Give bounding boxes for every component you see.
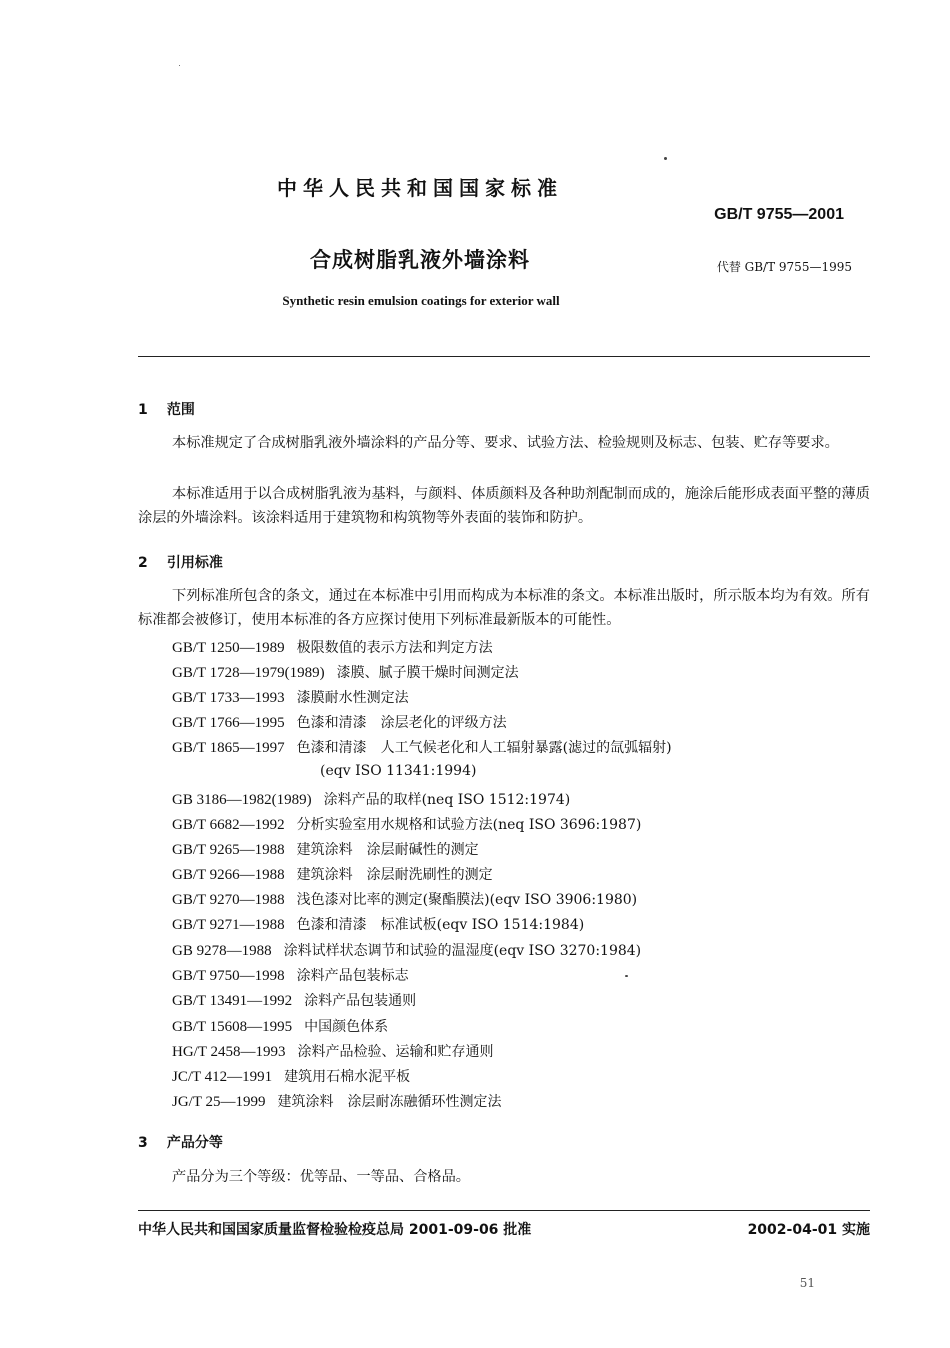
national-standard-heading: 中华人民共和国国家标准: [277, 176, 563, 200]
reference-code: GB 9278—1988: [172, 943, 272, 959]
reference-code: GB/T 15608—1995: [172, 1019, 293, 1035]
reference-item: [172, 839, 479, 859]
standard-number: GB/T 9755—2001: [714, 206, 844, 223]
reference-title: 涂料产品包装标志: [296, 968, 409, 984]
reference-item: [172, 1041, 493, 1061]
reference-code: GB/T 1766—1995: [172, 715, 285, 731]
reference-item: [172, 864, 493, 884]
reference-title: 涂料产品的取样(neq ISO 1512:1974): [323, 792, 571, 808]
reference-item: [172, 1066, 410, 1086]
implementation-date: 2002-04-01 实施: [747, 1222, 870, 1238]
reference-item: [172, 712, 507, 732]
section-1-paragraph: 本标准规定了合成树脂乳液外墙涂料的产品分等、要求、试验方法、检验规则及标志、包装、贮存等要求。: [172, 435, 839, 451]
reference-item: [172, 737, 672, 757]
reference-title: 色漆和清漆 标准试板(eqv ISO 1514:1984): [296, 917, 585, 933]
reference-item: [172, 662, 519, 682]
reference-code: GB/T 13491—1992: [172, 993, 293, 1009]
replaces-standard: 代替 GB/T 9755—1995: [716, 260, 852, 274]
reference-title: (eqv ISO 11341:1994): [320, 763, 477, 779]
section-number: 2: [138, 555, 148, 571]
reference-title: 建筑涂料 涂层耐冻融循环性测定法: [277, 1094, 502, 1110]
reference-title: 涂料产品检验、运输和贮存通则: [297, 1044, 494, 1060]
reference-title: 建筑用石棉水泥平板: [284, 1069, 411, 1085]
reference-item: [172, 889, 637, 909]
reference-title: 极限数值的表示方法和判定方法: [296, 640, 493, 656]
reference-item: [172, 940, 641, 960]
scan-speck: [179, 65, 180, 66]
section-1-paragraph: 本标准适用于以合成树脂乳液为基料，与颜料、体质颜料及各种助剂配制而成的，施涂后能形成表面平整的薄质涂层的外墙涂料。该涂料适用于建筑物和构筑物等外表面的装饰和防护。: [138, 486, 870, 526]
document-title-cn: 合成树脂乳液外墙涂料: [310, 248, 530, 272]
section-1-heading: [138, 399, 195, 419]
approval-statement: 中华人民共和国国家质量监督检验检疫总局 2001-09-06 批准: [138, 1222, 532, 1238]
footer-divider: [138, 1210, 870, 1211]
section-number: 3: [138, 1135, 148, 1151]
section-title: 产品分等: [166, 1135, 223, 1151]
reference-item: [172, 687, 409, 707]
reference-item-continuation: [320, 763, 476, 780]
reference-item: [172, 965, 409, 985]
section-2-heading: [138, 552, 223, 572]
reference-code: GB/T 9271—1988: [172, 917, 285, 933]
reference-title: 色漆和清漆 人工气候老化和人工辐射暴露(滤过的氙弧辐射): [296, 740, 672, 756]
reference-title: 色漆和清漆 涂层老化的评级方法: [296, 715, 507, 731]
section-2-paragraph: 下列标准所包含的条文，通过在本标准中引用而构成为本标准的条文。本标准出版时，所示版本均为有效。所有标准都会被修订，使用本标准的各方应探讨使用下列标准最新版本的可能性。: [138, 588, 870, 628]
reference-code: GB/T 1733—1993: [172, 690, 285, 706]
reference-title: 浅色漆对比率的测定(聚酯膜法)(eqv ISO 3906:1980): [296, 892, 638, 908]
reference-code: GB/T 1250—1989: [172, 640, 285, 656]
reference-title: 漆膜耐水性测定法: [296, 690, 409, 706]
reference-title: 建筑涂料 涂层耐洗刷性的测定: [296, 867, 493, 883]
section-3-heading: [138, 1132, 223, 1152]
reference-item: [172, 637, 493, 657]
reference-code: GB/T 9270—1988: [172, 892, 285, 908]
reference-code: GB 3186—1982(1989): [172, 792, 312, 808]
reference-code: GB/T 9750—1998: [172, 968, 285, 984]
reference-item: [172, 990, 416, 1010]
header-divider: [138, 356, 870, 357]
reference-title: 分析实验室用水规格和试验方法(neq ISO 3696:1987): [296, 817, 642, 833]
reference-code: GB/T 6682—1992: [172, 817, 285, 833]
reference-item: [172, 814, 641, 834]
scan-speck: [664, 157, 667, 160]
reference-code: JG/T 25—1999: [172, 1094, 266, 1110]
reference-title: 涂料试样状态调节和试验的温湿度(eqv ISO 3270:1984): [283, 943, 642, 959]
section-3-paragraph: 产品分为三个等级：优等品、一等品、合格品。: [172, 1169, 470, 1185]
reference-item: [172, 789, 570, 809]
reference-item: [172, 1091, 501, 1111]
reference-title: 中国颜色体系: [304, 1019, 389, 1035]
reference-code: GB/T 9265—1988: [172, 842, 285, 858]
document-title-en: Synthetic resin emulsion coatings for exterior wall: [282, 293, 560, 308]
reference-code: HG/T 2458—1993: [172, 1044, 286, 1060]
reference-item: [172, 1016, 388, 1036]
reference-code: GB/T 9266—1988: [172, 867, 285, 883]
section-number: 1: [138, 402, 148, 418]
section-title: 范围: [166, 402, 195, 418]
reference-code: JC/T 412—1991: [172, 1069, 273, 1085]
reference-code: GB/T 1865—1997: [172, 740, 285, 756]
reference-title: 漆膜、腻子膜干燥时间测定法: [336, 665, 519, 681]
section-title: 引用标准: [166, 555, 223, 571]
reference-title: 建筑涂料 涂层耐碱性的测定: [296, 842, 479, 858]
reference-item: [172, 914, 584, 934]
reference-title: 涂料产品包装通则: [304, 993, 417, 1009]
page-number: 51: [799, 1276, 815, 1290]
scan-speck: [625, 975, 628, 977]
reference-code: GB/T 1728—1979(1989): [172, 665, 325, 681]
